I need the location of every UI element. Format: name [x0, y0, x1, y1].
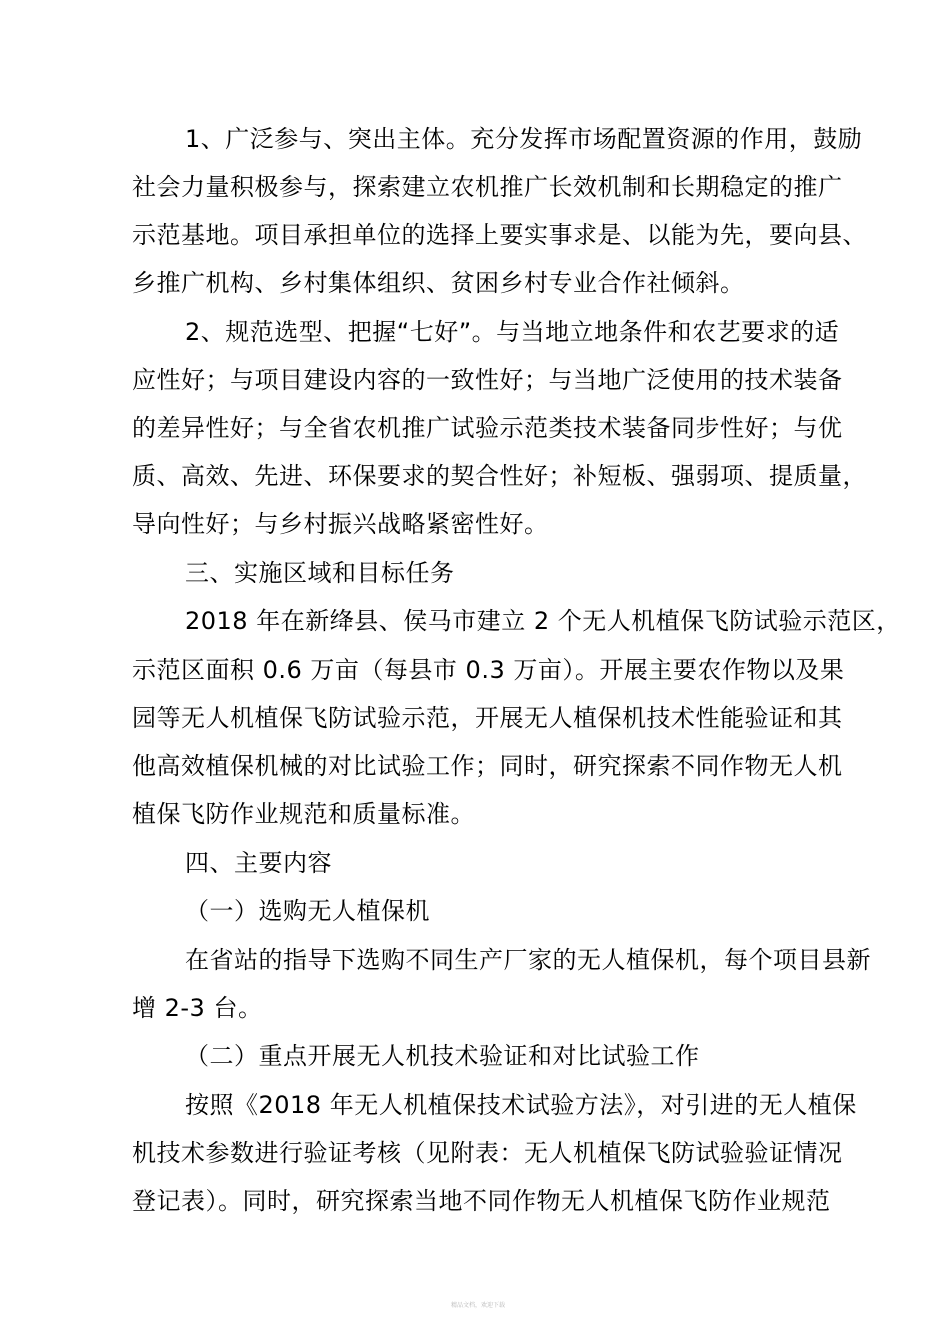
- paragraph-5-line-1: 按照《2018 年无人机植保技术试验方法》，对引进的无人植保: [185, 1091, 857, 1119]
- paragraph-5-line-2: 机技术参数进行验证考核（见附表：无人机植保飞防试验验证情况: [132, 1139, 843, 1167]
- paragraph-3-line-1: 2018 年在新绛县、侯马市建立 2 个无人机植保飞防试验示范区，: [185, 607, 901, 635]
- section-heading-3: 三、实施区域和目标任务: [185, 559, 455, 587]
- paragraph-2-line-5: 导向性好；与乡村振兴战略紧密性好。: [132, 510, 549, 538]
- paragraph-2-line-4: 质、高效、先进、环保要求的契合性好；补短板、强弱项、提质量，: [132, 462, 867, 490]
- paragraph-2-line-3: 的差异性好；与全省农机推广试验示范类技术装备同步性好；与优: [132, 414, 843, 442]
- paragraph-4-line-2: 增 2-3 台。: [132, 994, 263, 1022]
- section-heading-4: 四、主要内容: [185, 849, 332, 877]
- paragraph-3-line-5: 植保飞防作业规范和质量标准。: [132, 800, 475, 828]
- paragraph-5-line-3: 登记表）。同时，研究探索当地不同作物无人机植保飞防作业规范: [132, 1187, 831, 1215]
- subheading-1: （一）选购无人植保机: [185, 897, 430, 925]
- paragraph-1-line-2: 社会力量积极参与，探索建立农机推广长效机制和长期稳定的推广: [132, 173, 843, 201]
- paragraph-2-line-2: 应性好；与项目建设内容的一致性好；与当地广泛使用的技术装备: [132, 366, 843, 394]
- paragraph-3-line-3: 园等无人机植保飞防试验示范，开展无人植保机技术性能验证和其: [132, 704, 843, 732]
- paragraph-3-line-2: 示范区面积 0.6 万亩（每县市 0.3 万亩）。开展主要农作物以及果: [132, 656, 845, 684]
- paragraph-1-line-1: 1、广泛参与、突出主体。充分发挥市场配置资源的作用，鼓励: [185, 125, 863, 153]
- paragraph-1-line-3: 示范基地。项目承担单位的选择上要实事求是、以能为先，要向县、: [132, 221, 867, 249]
- paragraph-1-line-4: 乡推广机构、乡村集体组织、贫困乡村专业合作社倾斜。: [132, 269, 745, 297]
- paragraph-4-line-1: 在省站的指导下选购不同生产厂家的无人植保机，每个项目县新: [185, 946, 871, 974]
- paragraph-2-line-1: 2、规范选型、把握“七好”。与当地立地条件和农艺要求的适: [185, 318, 840, 346]
- subheading-2: （二）重点开展无人机技术验证和对比试验工作: [185, 1042, 700, 1070]
- footer-note: 精品文档，欢迎下载: [450, 1302, 505, 1309]
- paragraph-3-line-4: 他高效植保机械的对比试验工作；同时，研究探索不同作物无人机: [132, 752, 843, 780]
